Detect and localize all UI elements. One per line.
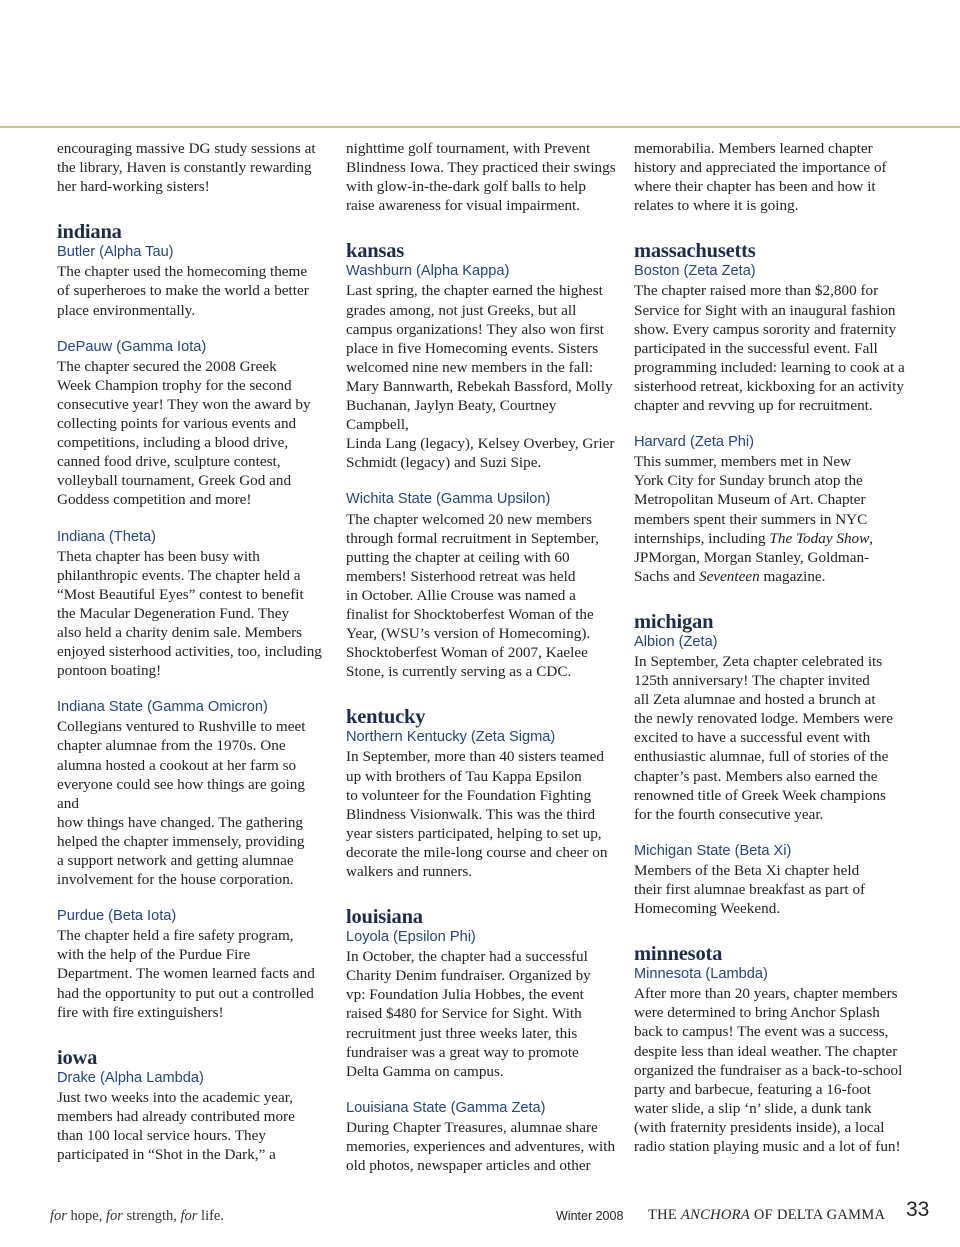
chapter-text-wichita-state: The chapter welcomed 20 new members through formal recruitment in September, putting the chapter at ceiling with 60 members! Sisterhood retreat was held in October. Allie Crouse was named a finalist for Shocktoberfest Woman of the Year, (WSU’s version of Homecoming). Shocktoberfest Woman of 2007, Kaelee Stone, is currently serving as a CDC. bbox=[346, 510, 599, 681]
chapter-text-albion: In September, Zeta chapter celebrated its 125th anniversary! The chapter invited all Zeta alumnae and hosted a brunch at the newly renovated lodge. Members were excited to have a successful event with enthusiastic alumnae, full of stories of the chapter’s past. Members also earned the renowned title of Greek Week champions for the fourth consecutive year. bbox=[634, 652, 893, 823]
state-heading-kansas: kansas bbox=[346, 240, 405, 263]
chapter-text-purdue: The chapter held a fire safety program, with the help of the Purdue Fire Department. The women learned facts and had the opportunity to put out a controlled fire with fire extinguishers! bbox=[57, 927, 315, 1021]
chapter-name-albion: Albion (Zeta) bbox=[634, 633, 718, 650]
top-rule bbox=[0, 126, 960, 128]
chapter-text-louisiana-state: During Chapter Treasures, alumnae share memories, experiences and adventures, with old photos, newspaper articles and other bbox=[346, 1118, 616, 1175]
chapter-name-harvard: Harvard (Zeta Phi) bbox=[634, 434, 755, 451]
chapter-name-washburn: Washburn (Alpha Kappa) bbox=[346, 263, 510, 280]
chapter-name-michigan-state: Michigan State (Beta Xi) bbox=[634, 842, 792, 859]
chapter-name-northern-kentucky: Northern Kentucky (Zeta Sigma) bbox=[346, 729, 556, 746]
chapter-text-loyola: In October, the chapter had a successful Charity Denim fundraiser. Organized by vp: Foundation Julia Hobbes, the event raised $480 for Service for Sight. With recruitment just three weeks later, this fundraiser was a great way to promote Delta Gamma on campus. bbox=[346, 948, 591, 1080]
footer-issue-date: Winter 2008 bbox=[556, 1209, 624, 1223]
chapter-text-indiana-state: Collegians ventured to Rushville to meet chapter alumnae from the 1970s. One alumna hosted a cookout at her farm so everyone could see how things are going and how things have changed. The gathering helped the chapter immensely, providing a support network and getting alumnae involvement for the house corporation. bbox=[57, 718, 306, 889]
italic-title: The Today Show bbox=[769, 529, 870, 547]
italic-title: Seventeen bbox=[698, 567, 760, 585]
state-heading-iowa: iowa bbox=[57, 1046, 98, 1069]
chapter-name-wichita-state: Wichita State (Gamma Upsilon) bbox=[346, 491, 551, 508]
chapter-name-indiana-theta: Indiana (Theta) bbox=[57, 528, 156, 545]
page-footer bbox=[0, 1196, 960, 1236]
continued-paragraph: memorabilia. Members learned chapter history and appreciated the importance of where their chapter has been and how it relates to where it is going. bbox=[634, 140, 887, 215]
chapter-text-michigan-state: Members of the Beta Xi chapter held their first alumnae breakfast as part of Homecoming Weekend. bbox=[634, 861, 866, 918]
footer-magazine-title: THE ANCHORA OF DELTA GAMMA bbox=[648, 1207, 886, 1223]
chapter-text-minnesota: After more than 20 years, chapter members were determined to bring Anchor Splash back to campus! The event was a success, despite less than ideal weather. The chapter organized the fundraiser as a back-to-school party and barbecue, featuring a 16-foot water slide, a slip ‘n’ slide, a dunk tank (with fraternity presidents inside), a local radio station playing music and a lot of fun! bbox=[634, 985, 903, 1156]
page-number: 33 bbox=[906, 1198, 930, 1221]
chapter-name-boston: Boston (Zeta Zeta) bbox=[634, 263, 756, 280]
chapter-text-boston: The chapter raised more than $2,800 for Service for Sight with an inaugural fashion show. Every campus sorority and fraternity participated in the successful event. Fall programming included: learning to cook at a sisterhood retreat, kickboxing for an activity chapter and revving up for recruitment. bbox=[634, 282, 905, 415]
state-heading-massachusetts: massachusetts bbox=[634, 240, 756, 263]
chapter-text-washburn: Last spring, the chapter earned the highest grades among, not just Greeks, but all campus organizations! They also won first place in five Homecoming events. Sisters welcomed nine new members in the fall: Mary Bannwarth, Rebekah Bassford, Molly Buchanan, Jaylyn Beaty, Courtney Campbell, Linda Lang (legacy), Kelsey Overbey, Grier Schmidt (legacy) and Suzi Sipe. bbox=[346, 282, 615, 472]
continued-paragraph: nighttime golf tournament, with Prevent Blindness Iowa. They practiced their swings with glow-in-the-dark golf balls to help raise awareness for visual impairment. bbox=[346, 140, 616, 215]
column-2 bbox=[346, 139, 618, 1175]
chapter-text-harvard: This summer, members met in New York City for Sunday brunch atop the Metropolitan Museum of Art. Chapter members spent their summers in NYC internships, including The Today Show, JPMorgan, Morgan Stanley, Goldman- Sachs and Seventeen magazine. bbox=[634, 453, 874, 585]
footer-motto: for hope, for strength, for life. bbox=[50, 1208, 224, 1224]
state-heading-michigan: michigan bbox=[634, 610, 714, 633]
chapter-name-louisiana-state: Louisiana State (Gamma Zeta) bbox=[346, 1099, 546, 1116]
state-heading-minnesota: minnesota bbox=[634, 943, 723, 966]
chapter-text-northern-kentucky: In September, more than 40 sisters teamed up with brothers of Tau Kappa Epsilon to volunteer for the Foundation Fighting Blindness Visionwalk. This was the third year sisters participated, helping to set up, decorate the mile-long course and cheer on walkers and runners. bbox=[346, 748, 608, 880]
chapter-text-depauw: The chapter secured the 2008 Greek Week Champion trophy for the second consecutive year! They won the award by collecting points for various events and competitions, including a blood drive, canned food drive, sculpture contest, volleyball tournament, Greek God and Goddess competition and more! bbox=[57, 357, 311, 509]
chapter-name-butler: Butler (Alpha Tau) bbox=[57, 244, 174, 261]
state-heading-indiana: indiana bbox=[57, 221, 122, 244]
chapter-text-indiana-theta: Theta chapter has been busy with philanthropic events. The chapter held a “Most Beautiful Eyes” contest to benefit the Macular Degeneration Fund. They also held a charity denim sale. Members enjoyed sisterhood activities, too, including pontoon boating! bbox=[57, 547, 322, 680]
chapter-name-drake: Drake (Alpha Lambda) bbox=[57, 1069, 204, 1086]
continued-paragraph: encouraging massive DG study sessions at the library, Haven is constantly rewarding her hard-working sisters! bbox=[57, 140, 316, 196]
chapter-name-depauw: DePauw (Gamma Iota) bbox=[57, 338, 207, 355]
column-3 bbox=[634, 139, 906, 1156]
chapter-name-purdue: Purdue (Beta Iota) bbox=[57, 908, 177, 925]
state-heading-louisiana: louisiana bbox=[346, 906, 423, 929]
chapter-name-indiana-state: Indiana State (Gamma Omicron) bbox=[57, 699, 268, 716]
chapter-name-minnesota: Minnesota (Lambda) bbox=[634, 966, 768, 983]
state-heading-kentucky: kentucky bbox=[346, 706, 426, 729]
chapter-name-loyola: Loyola (Epsilon Phi) bbox=[346, 929, 476, 946]
chapter-text-drake: Just two weeks into the academic year, members had already contributed more than 100 local service hours. They participated in “Shot in the Dark,” a bbox=[57, 1088, 295, 1164]
chapter-text-butler: The chapter used the homecoming theme of superheroes to make the world a better place environmentally. bbox=[57, 263, 309, 319]
column-1 bbox=[57, 139, 329, 1164]
